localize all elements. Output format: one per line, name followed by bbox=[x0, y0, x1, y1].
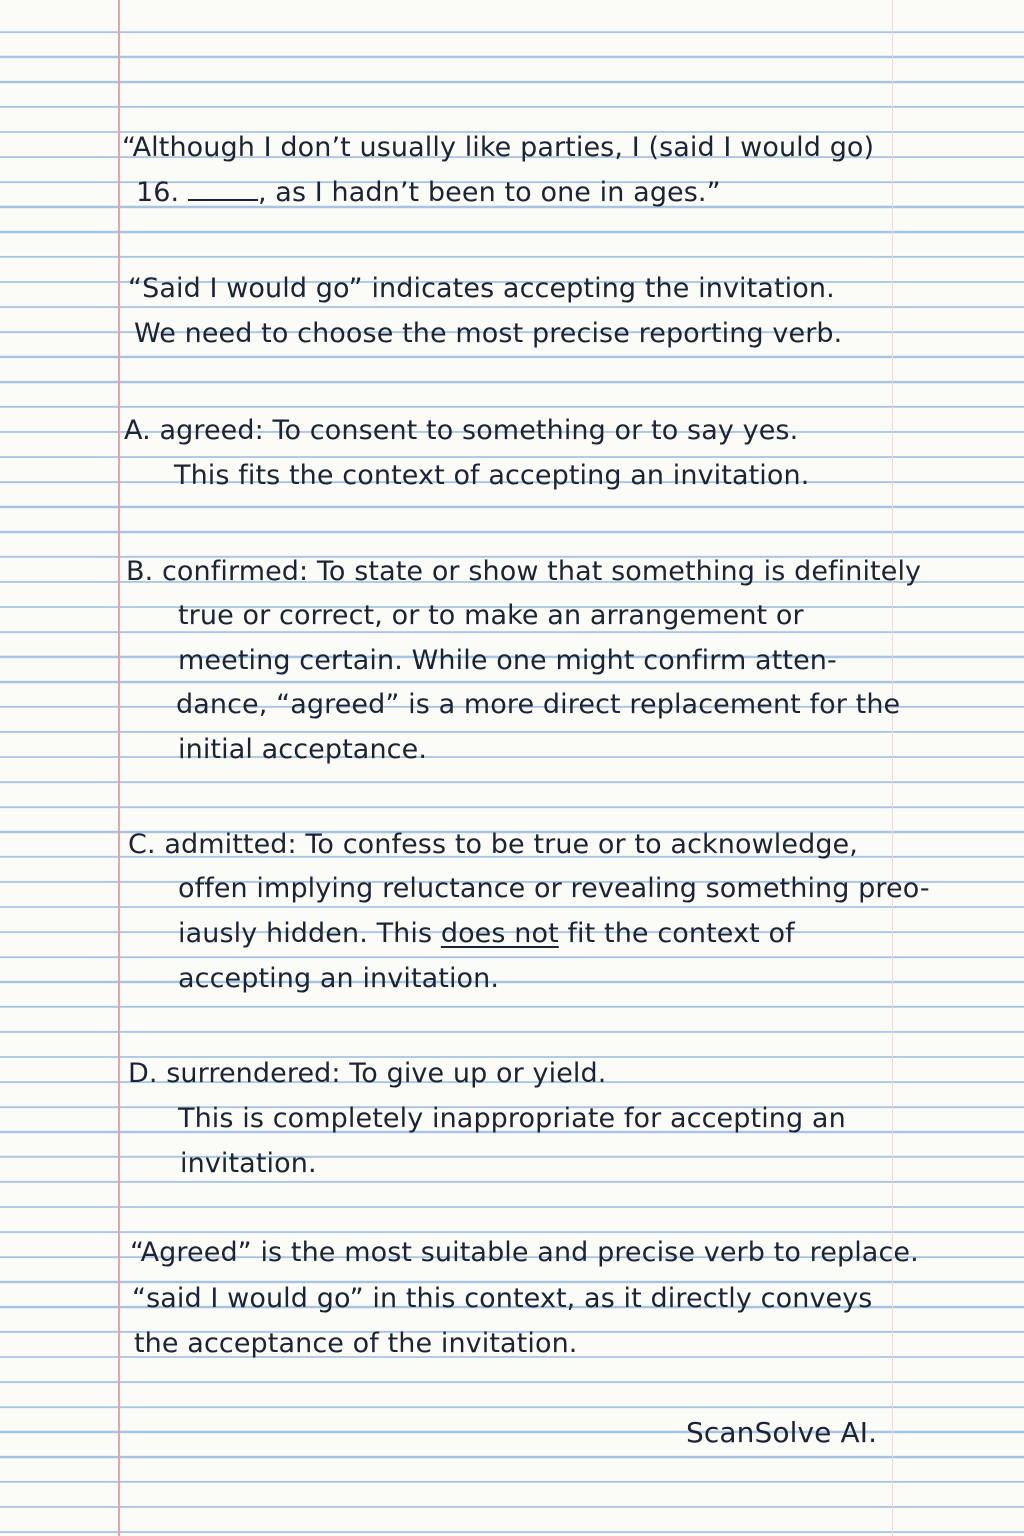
question-line-1: “Although I don’t usually like parties, I (said I would go) bbox=[122, 132, 875, 163]
option-c-line-1: C. admitted: To confess to be true or to acknowledge, bbox=[128, 829, 858, 860]
option-a-line-1: A. agreed: To consent to something or to say yes. bbox=[124, 415, 799, 446]
intro-line-1: “Said I would go” indicates accepting the invitation. bbox=[128, 273, 835, 304]
signature: ScanSolve AI. bbox=[686, 1416, 878, 1449]
option-b-line-4: dance, “agreed” is a more direct replacement for the bbox=[176, 689, 901, 720]
option-b-line-1: B. confirmed: To state or show that something is definitely bbox=[126, 556, 922, 587]
option-a-line-2: This fits the context of accepting an invitation. bbox=[174, 460, 810, 491]
option-d-line-1: D. surrendered: To give up or yield. bbox=[128, 1058, 607, 1089]
conclusion-line-1: “Agreed” is the most suitable and precise verb to replace. bbox=[130, 1237, 919, 1268]
answer-blank bbox=[188, 177, 258, 201]
right-margin-line bbox=[892, 0, 893, 1536]
underlined-does-not: does not bbox=[440, 918, 559, 949]
conclusion-line-2: “said I would go” in this context, as it directly conveys bbox=[132, 1283, 873, 1314]
option-c-line-4: accepting an invitation. bbox=[178, 963, 500, 994]
option-b-line-2: true or correct, or to make an arrangement or bbox=[178, 600, 804, 631]
option-c-line-2: offen implying reluctance or revealing something preo- bbox=[178, 873, 930, 904]
option-c-line-3-pre: iausly hidden. This bbox=[178, 918, 441, 949]
option-d-line-3: invitation. bbox=[180, 1148, 317, 1179]
question-line-2 bbox=[136, 177, 721, 209]
conclusion-line-3: the acceptance of the invitation. bbox=[134, 1328, 578, 1359]
option-b-line-3: meeting certain. While one might confirm atten- bbox=[178, 645, 837, 676]
option-d-line-2: This is completely inappropriate for accepting an bbox=[178, 1103, 846, 1134]
option-b-line-5: initial acceptance. bbox=[178, 734, 427, 765]
question-number: 16. bbox=[136, 177, 180, 208]
margin-line bbox=[118, 0, 120, 1536]
question-line-2-rest: , as I hadn’t been to one in ages.” bbox=[257, 177, 721, 208]
option-c-line-3 bbox=[178, 918, 795, 950]
option-c-line-3-post: fit the context of bbox=[558, 918, 795, 949]
intro-line-2: We need to choose the most precise reporting verb. bbox=[134, 318, 843, 349]
